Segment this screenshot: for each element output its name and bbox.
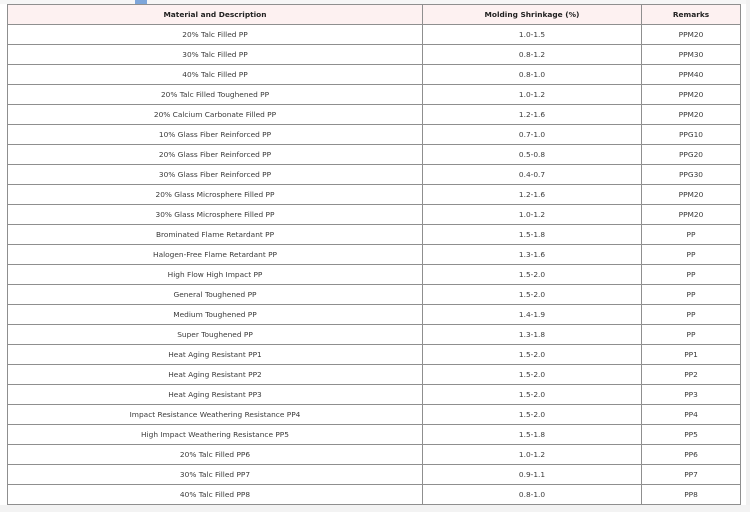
cell-remarks: PPM30: [642, 45, 741, 65]
table-row: [8, 305, 741, 325]
cell-shrinkage: 1.2-1.6: [423, 105, 642, 125]
cell-material: 20% Glass Microsphere Filled PP: [8, 185, 423, 205]
cell-material: 20% Talc Filled PP: [8, 25, 423, 45]
cell-shrinkage: 0.7-1.0: [423, 125, 642, 145]
cell-remarks: PPG10: [642, 125, 741, 145]
cell-shrinkage: 0.4-0.7: [423, 165, 642, 185]
table-row: [8, 365, 741, 385]
table-row: [8, 105, 741, 125]
table-row: [8, 125, 741, 145]
cell-material: 30% Glass Microsphere Filled PP: [8, 205, 423, 225]
cell-remarks: PPM20: [642, 205, 741, 225]
cell-shrinkage: 0.8-1.0: [423, 485, 642, 505]
table-row: [8, 225, 741, 245]
table-row: [8, 145, 741, 165]
cell-remarks: PPG20: [642, 145, 741, 165]
table-row: [8, 185, 741, 205]
cell-shrinkage: 0.9-1.1: [423, 465, 642, 485]
cell-remarks: PPM20: [642, 105, 741, 125]
cell-shrinkage: 1.3-1.6: [423, 245, 642, 265]
cell-material: 30% Glass Fiber Reinforced PP: [8, 165, 423, 185]
cell-shrinkage: 1.2-1.6: [423, 185, 642, 205]
shrinkage-table: [7, 4, 741, 505]
cell-shrinkage: 1.5-1.8: [423, 425, 642, 445]
cell-shrinkage: 0.8-1.0: [423, 65, 642, 85]
table-header: [8, 5, 741, 25]
cell-material: Super Toughened PP: [8, 325, 423, 345]
table-row: [8, 445, 741, 465]
table-body: [8, 25, 741, 505]
table-row: [8, 245, 741, 265]
cell-shrinkage: 1.5-2.0: [423, 365, 642, 385]
cell-remarks: PP3: [642, 385, 741, 405]
cell-material: 40% Talc Filled PP8: [8, 485, 423, 505]
table-row: [8, 165, 741, 185]
cell-material: High Flow High Impact PP: [8, 265, 423, 285]
cell-material: 20% Talc Filled PP6: [8, 445, 423, 465]
table-row: [8, 385, 741, 405]
cell-shrinkage: 1.5-1.8: [423, 225, 642, 245]
cell-shrinkage: 1.0-1.2: [423, 205, 642, 225]
table-row: [8, 465, 741, 485]
cell-remarks: PP: [642, 265, 741, 285]
table-row: [8, 85, 741, 105]
cell-material: 10% Glass Fiber Reinforced PP: [8, 125, 423, 145]
cell-material: Halogen-Free Flame Retardant PP: [8, 245, 423, 265]
table-row: [8, 285, 741, 305]
cell-remarks: PPM20: [642, 185, 741, 205]
table-row: [8, 425, 741, 445]
cell-shrinkage: 1.0-1.2: [423, 85, 642, 105]
cell-remarks: PPM20: [642, 85, 741, 105]
table-row: [8, 65, 741, 85]
cell-remarks: PPM20: [642, 25, 741, 45]
header-shrinkage: Molding Shrinkage (%): [423, 5, 642, 25]
cell-material: 40% Talc Filled PP: [8, 65, 423, 85]
cell-material: High Impact Weathering Resistance PP5: [8, 425, 423, 445]
cell-material: 30% Talc Filled PP7: [8, 465, 423, 485]
cell-shrinkage: 1.5-2.0: [423, 265, 642, 285]
cell-remarks: PP8: [642, 485, 741, 505]
cell-shrinkage: 1.5-2.0: [423, 405, 642, 425]
cell-material: General Toughened PP: [8, 285, 423, 305]
cell-material: 20% Glass Fiber Reinforced PP: [8, 145, 423, 165]
cell-material: Heat Aging Resistant PP1: [8, 345, 423, 365]
cell-material: Medium Toughened PP: [8, 305, 423, 325]
table-row: [8, 265, 741, 285]
cell-material: Brominated Flame Retardant PP: [8, 225, 423, 245]
cell-remarks: PP6: [642, 445, 741, 465]
cell-material: 20% Talc Filled Toughened PP: [8, 85, 423, 105]
cell-material: 20% Calcium Carbonate Filled PP: [8, 105, 423, 125]
cell-remarks: PP: [642, 285, 741, 305]
cell-remarks: PPM40: [642, 65, 741, 85]
scrollbar-track[interactable]: [746, 0, 750, 512]
cell-shrinkage: 1.5-2.0: [423, 385, 642, 405]
cell-remarks: PP: [642, 325, 741, 345]
table-row: [8, 485, 741, 505]
header-material: Material and Description: [8, 5, 423, 25]
cell-shrinkage: 1.3-1.8: [423, 325, 642, 345]
cell-remarks: PP: [642, 225, 741, 245]
cell-material: 30% Talc Filled PP: [8, 45, 423, 65]
bottom-edge: [0, 505, 750, 512]
header-remarks: Remarks: [642, 5, 741, 25]
cell-shrinkage: 1.5-2.0: [423, 345, 642, 365]
table-row: [8, 45, 741, 65]
header-row: [8, 5, 741, 25]
cell-remarks: PPG30: [642, 165, 741, 185]
cell-material: Heat Aging Resistant PP3: [8, 385, 423, 405]
cell-remarks: PP4: [642, 405, 741, 425]
cell-shrinkage: 1.0-1.2: [423, 445, 642, 465]
cell-shrinkage: 1.0-1.5: [423, 25, 642, 45]
table-row: [8, 205, 741, 225]
cell-remarks: PP: [642, 305, 741, 325]
cell-remarks: PP7: [642, 465, 741, 485]
cell-material: Heat Aging Resistant PP2: [8, 365, 423, 385]
table-row: [8, 345, 741, 365]
table-row: [8, 25, 741, 45]
cell-shrinkage: 0.5-0.8: [423, 145, 642, 165]
cell-remarks: PP5: [642, 425, 741, 445]
cell-shrinkage: 1.5-2.0: [423, 285, 642, 305]
table-row: [8, 405, 741, 425]
cell-shrinkage: 1.4-1.9: [423, 305, 642, 325]
cell-remarks: PP1: [642, 345, 741, 365]
table-row: [8, 325, 741, 345]
cell-remarks: PP: [642, 245, 741, 265]
cell-remarks: PP2: [642, 365, 741, 385]
cell-shrinkage: 0.8-1.2: [423, 45, 642, 65]
cell-material: Impact Resistance Weathering Resistance PP4: [8, 405, 423, 425]
